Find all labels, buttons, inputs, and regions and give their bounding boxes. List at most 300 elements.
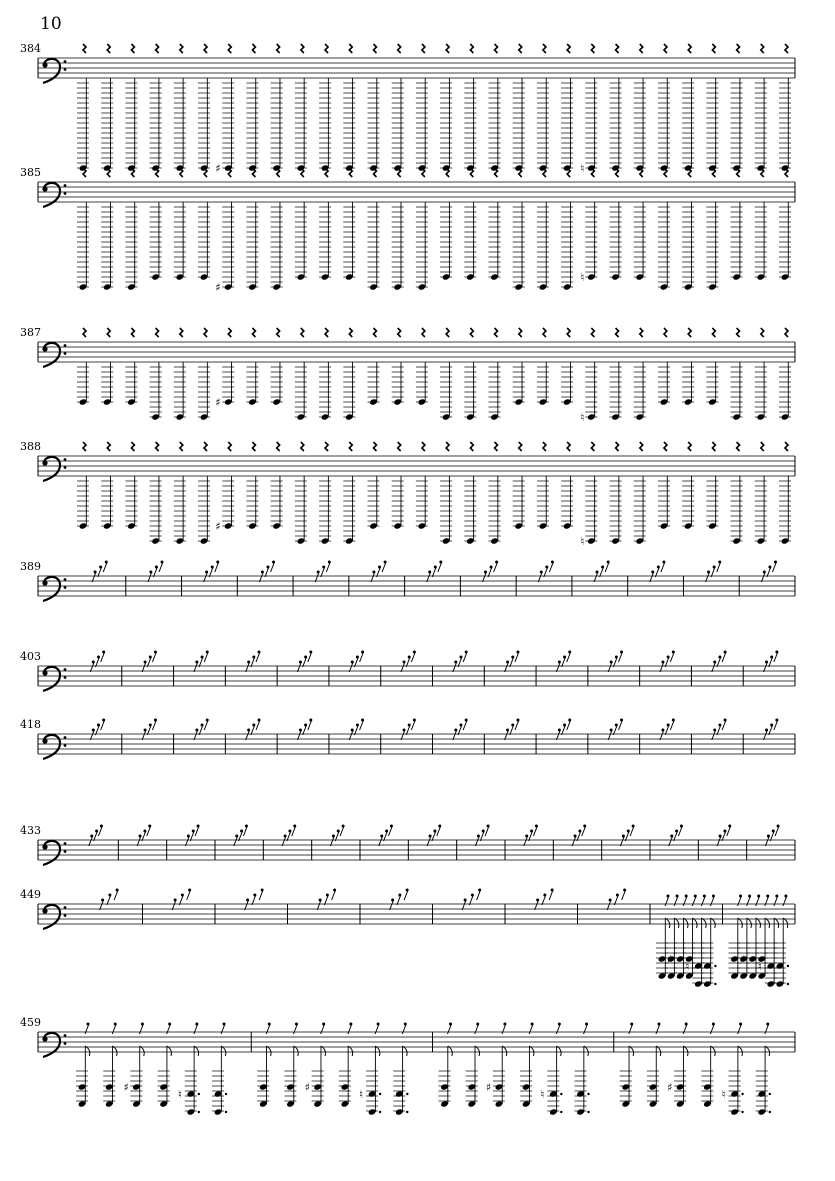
bass-clef (42, 905, 66, 929)
eighth-rest (510, 656, 515, 668)
note (489, 202, 501, 281)
eighth-rest (600, 566, 605, 578)
note (634, 476, 646, 545)
note (101, 476, 113, 530)
chord (178, 1046, 200, 1116)
note (125, 78, 137, 172)
rest (277, 328, 280, 337)
note (755, 202, 767, 281)
note (779, 202, 791, 281)
rest (688, 44, 691, 53)
note (610, 362, 622, 421)
note (246, 476, 258, 530)
eighth-rest (256, 719, 261, 731)
rest (640, 168, 643, 177)
rest (398, 168, 401, 177)
rest (688, 328, 691, 337)
note (580, 78, 597, 175)
staff-lines (38, 576, 795, 596)
rest (591, 168, 594, 177)
chord (305, 1046, 326, 1108)
eighth-rest (303, 656, 308, 668)
rest (228, 328, 231, 337)
note (464, 476, 476, 545)
note (416, 78, 428, 172)
rest (761, 442, 764, 451)
eighth-rest (769, 724, 774, 736)
measure-number: 449 (20, 888, 41, 901)
note (537, 78, 549, 172)
note (440, 362, 452, 421)
eighth-rest (153, 566, 158, 578)
bass-clef (42, 577, 66, 601)
note (150, 202, 162, 281)
eighth-rest (458, 656, 463, 668)
note (779, 476, 791, 545)
note (755, 476, 767, 545)
note (706, 78, 718, 172)
rest (470, 168, 473, 177)
eighth-rest (340, 825, 345, 837)
note (658, 476, 670, 530)
rest (616, 442, 619, 451)
note (513, 78, 525, 172)
rest (737, 442, 740, 451)
rest (737, 328, 740, 337)
note (174, 362, 186, 421)
rest (180, 328, 183, 337)
eighth-rest (613, 724, 618, 736)
eighth-rest (432, 830, 437, 842)
rest (373, 328, 376, 337)
chord (540, 1046, 562, 1116)
rest (470, 44, 473, 53)
rest (204, 328, 207, 337)
staff-lines (38, 342, 795, 362)
note (77, 476, 89, 530)
staff-lines (38, 840, 795, 860)
eighth-rest (287, 830, 292, 842)
rest (446, 442, 449, 451)
rest (567, 442, 570, 451)
note (634, 202, 646, 281)
eighth-rest (215, 561, 220, 573)
measure-number: 388 (20, 440, 41, 453)
note (658, 362, 670, 406)
eighth-rest (303, 724, 308, 736)
note (658, 202, 670, 291)
eighth-rest (542, 894, 547, 906)
eighth-rest (101, 719, 106, 731)
staff-system (0, 1012, 835, 1172)
svg-text:♯: ♯ (215, 520, 221, 533)
rest (252, 44, 255, 53)
rest (688, 442, 691, 451)
rest (204, 442, 207, 451)
eighth-rest (767, 566, 772, 578)
eighth-rest (239, 830, 244, 842)
eighth-rest (292, 825, 297, 837)
eighth-rest (152, 651, 157, 663)
measure-number: 403 (20, 650, 41, 663)
rest (301, 44, 304, 53)
note (319, 78, 331, 172)
note (580, 202, 597, 284)
eighth-rest (622, 889, 627, 901)
eighth-rest (562, 724, 567, 736)
measure-number: 418 (20, 718, 41, 731)
eighth-rest (619, 651, 624, 663)
bass-clef (42, 735, 66, 759)
note (125, 202, 137, 291)
eighth-rest (515, 651, 520, 663)
staff-system (0, 436, 835, 556)
note (343, 202, 355, 281)
rest (228, 44, 231, 53)
staff-system (0, 714, 835, 774)
rest (252, 328, 255, 337)
eighth-rest (480, 830, 485, 842)
eighth-rest (324, 894, 329, 906)
eighth-rest (382, 561, 387, 573)
eighth-rest (204, 719, 209, 731)
rest (664, 328, 667, 337)
note (682, 78, 694, 172)
eighth-rest (101, 651, 106, 663)
eighth-rest (360, 651, 365, 663)
note (77, 362, 89, 406)
rest (761, 168, 764, 177)
eighth-rest (463, 719, 468, 731)
rest (131, 328, 134, 337)
eighth-rest (114, 889, 119, 901)
staff-lines (38, 182, 795, 202)
note (392, 78, 404, 172)
eighth-rest (251, 724, 256, 736)
eighth-rest (619, 719, 624, 731)
eighth-rest (630, 825, 635, 837)
note (271, 362, 283, 406)
note (706, 476, 718, 530)
note (610, 202, 622, 281)
eighth-rest (142, 830, 147, 842)
eighth-rest (437, 825, 442, 837)
rest (349, 168, 352, 177)
note (440, 476, 452, 545)
chord (774, 918, 789, 988)
note (198, 476, 210, 545)
note (610, 476, 622, 545)
svg-text:♯: ♯ (123, 1081, 129, 1094)
chord (722, 1046, 744, 1116)
note (319, 362, 331, 421)
eighth-rest (384, 830, 389, 842)
rest (277, 442, 280, 451)
rest (325, 328, 328, 337)
note (198, 202, 210, 281)
note (561, 362, 573, 406)
eighth-rest (661, 561, 666, 573)
note (561, 202, 573, 291)
note (513, 362, 525, 406)
eighth-rest (774, 651, 779, 663)
staff-system (0, 556, 835, 616)
rest (422, 328, 425, 337)
eighth-rest (256, 651, 261, 663)
chord (667, 1046, 688, 1108)
eighth-rest (722, 651, 727, 663)
rest (446, 44, 449, 53)
rest (156, 168, 159, 177)
eighth-rest (199, 724, 204, 736)
rest (495, 442, 498, 451)
staff-system (0, 38, 835, 173)
note (731, 362, 743, 421)
rest (107, 168, 110, 177)
note (125, 476, 137, 530)
note (513, 476, 525, 530)
rest (107, 442, 110, 451)
bass-clef (42, 343, 66, 367)
note (215, 362, 234, 409)
rest (422, 44, 425, 53)
rest (131, 168, 134, 177)
note (610, 78, 622, 172)
note (150, 362, 162, 421)
staff-system (0, 884, 835, 989)
rest (737, 44, 740, 53)
bass-clef (42, 457, 66, 481)
eighth-rest (107, 894, 112, 906)
chord (212, 1046, 227, 1116)
eighth-rest (670, 719, 675, 731)
bass-clef (42, 1033, 66, 1057)
eighth-rest (494, 561, 499, 573)
note (731, 202, 743, 281)
note (343, 362, 355, 421)
rest (688, 168, 691, 177)
eighth-rest (98, 825, 103, 837)
rest (591, 44, 594, 53)
rest (640, 328, 643, 337)
eighth-rest (95, 656, 100, 668)
chord (466, 1046, 480, 1108)
chord (620, 1046, 634, 1108)
eighth-rest (463, 651, 468, 663)
note (367, 78, 379, 172)
note (174, 476, 186, 545)
rest (180, 442, 183, 451)
note (295, 476, 307, 545)
eighth-rest (582, 825, 587, 837)
note (658, 78, 670, 172)
eighth-rest (335, 830, 340, 842)
note (706, 202, 718, 291)
eighth-rest (332, 889, 337, 901)
eighth-rest (614, 894, 619, 906)
eighth-rest (438, 561, 443, 573)
rest (446, 168, 449, 177)
eighth-rest (567, 719, 572, 731)
note (343, 78, 355, 172)
note (489, 362, 501, 421)
rest (567, 44, 570, 53)
measure-number: 384 (20, 42, 41, 55)
rest (519, 168, 522, 177)
svg-text:♮: ♮ (685, 960, 690, 973)
chord (729, 918, 743, 980)
eighth-rest (605, 561, 610, 573)
note (755, 362, 767, 421)
svg-text:♮: ♮ (580, 271, 585, 284)
rest (785, 44, 788, 53)
rest (543, 328, 546, 337)
chord (701, 918, 716, 988)
eighth-rest (406, 656, 411, 668)
svg-text:♯: ♯ (304, 1081, 310, 1094)
eighth-rest (190, 830, 195, 842)
rest (470, 328, 473, 337)
eighth-rest (625, 830, 630, 842)
rest (83, 328, 86, 337)
rest (616, 168, 619, 177)
rest (640, 442, 643, 451)
note (416, 476, 428, 530)
eighth-rest (529, 830, 534, 842)
rest (616, 328, 619, 337)
rest (156, 328, 159, 337)
rest (543, 168, 546, 177)
svg-text:♮: ♮ (721, 1088, 726, 1101)
staff-system (0, 322, 835, 422)
bass-clef (42, 667, 66, 691)
svg-text:♮: ♮ (757, 960, 762, 973)
rest (591, 442, 594, 451)
rest (349, 44, 352, 53)
note (416, 202, 428, 291)
eighth-rest (265, 566, 270, 578)
rest (591, 328, 594, 337)
note (198, 362, 210, 421)
note (682, 202, 694, 291)
rest (325, 442, 328, 451)
note (682, 476, 694, 530)
svg-text:♯: ♯ (485, 1081, 492, 1094)
eighth-rest (209, 566, 214, 578)
staff-system (0, 646, 835, 706)
rest (712, 442, 715, 451)
rest (664, 44, 667, 53)
rest (712, 44, 715, 53)
eighth-rest (259, 889, 264, 901)
eighth-rest (354, 724, 359, 736)
note (101, 202, 113, 291)
svg-text:♯: ♯ (215, 162, 221, 175)
eighth-rest (94, 830, 99, 842)
rest (83, 442, 86, 451)
rest (228, 168, 231, 177)
svg-text:♮: ♮ (177, 1088, 182, 1101)
note (392, 202, 404, 291)
rest (567, 328, 570, 337)
chord (158, 1046, 172, 1108)
note (246, 78, 258, 172)
svg-text:♯: ♯ (667, 953, 673, 966)
chord (575, 1046, 590, 1116)
eighth-rest (159, 561, 164, 573)
rest (567, 168, 570, 177)
rest (785, 442, 788, 451)
rest (470, 442, 473, 451)
note (271, 476, 283, 530)
rest (712, 168, 715, 177)
eighth-rest (769, 656, 774, 668)
note (440, 202, 452, 281)
note (706, 362, 718, 406)
note (215, 78, 234, 175)
rest (495, 44, 498, 53)
rest (325, 44, 328, 53)
eighth-rest (360, 719, 365, 731)
rest (131, 442, 134, 451)
rest (640, 44, 643, 53)
eighth-rest (544, 566, 549, 578)
eighth-rest (204, 651, 209, 663)
eighth-rest (717, 656, 722, 668)
svg-text:♮: ♮ (580, 411, 585, 424)
eighth-rest (477, 889, 482, 901)
note (634, 362, 646, 421)
eighth-rest (195, 825, 200, 837)
eighth-rest (397, 894, 402, 906)
eighth-rest (271, 561, 276, 573)
eighth-rest (95, 724, 100, 736)
eighth-rest (308, 719, 313, 731)
rest (373, 442, 376, 451)
note (489, 476, 501, 545)
staff-lines (38, 666, 795, 686)
note (246, 362, 258, 406)
measure-number: 385 (20, 166, 41, 179)
staff-lines (38, 734, 795, 754)
note (198, 78, 210, 172)
rest (180, 44, 183, 53)
eighth-rest (251, 656, 256, 668)
note (246, 202, 258, 291)
note (125, 362, 137, 406)
note (634, 78, 646, 172)
note (392, 476, 404, 530)
eighth-rest (404, 889, 409, 901)
rest (422, 442, 425, 451)
chord (738, 918, 752, 980)
rest (277, 44, 280, 53)
chord (439, 1046, 453, 1108)
eighth-rest (147, 724, 152, 736)
rest (349, 328, 352, 337)
eighth-rest (510, 724, 515, 736)
note (319, 202, 331, 281)
eighth-rest (711, 566, 716, 578)
eighth-rest (147, 825, 152, 837)
rest (712, 328, 715, 337)
eighth-rest (388, 825, 393, 837)
measure-number: 433 (20, 824, 41, 837)
eighth-rest (488, 566, 493, 578)
rest (398, 44, 401, 53)
chord (257, 1046, 271, 1108)
eighth-rest (98, 566, 103, 578)
